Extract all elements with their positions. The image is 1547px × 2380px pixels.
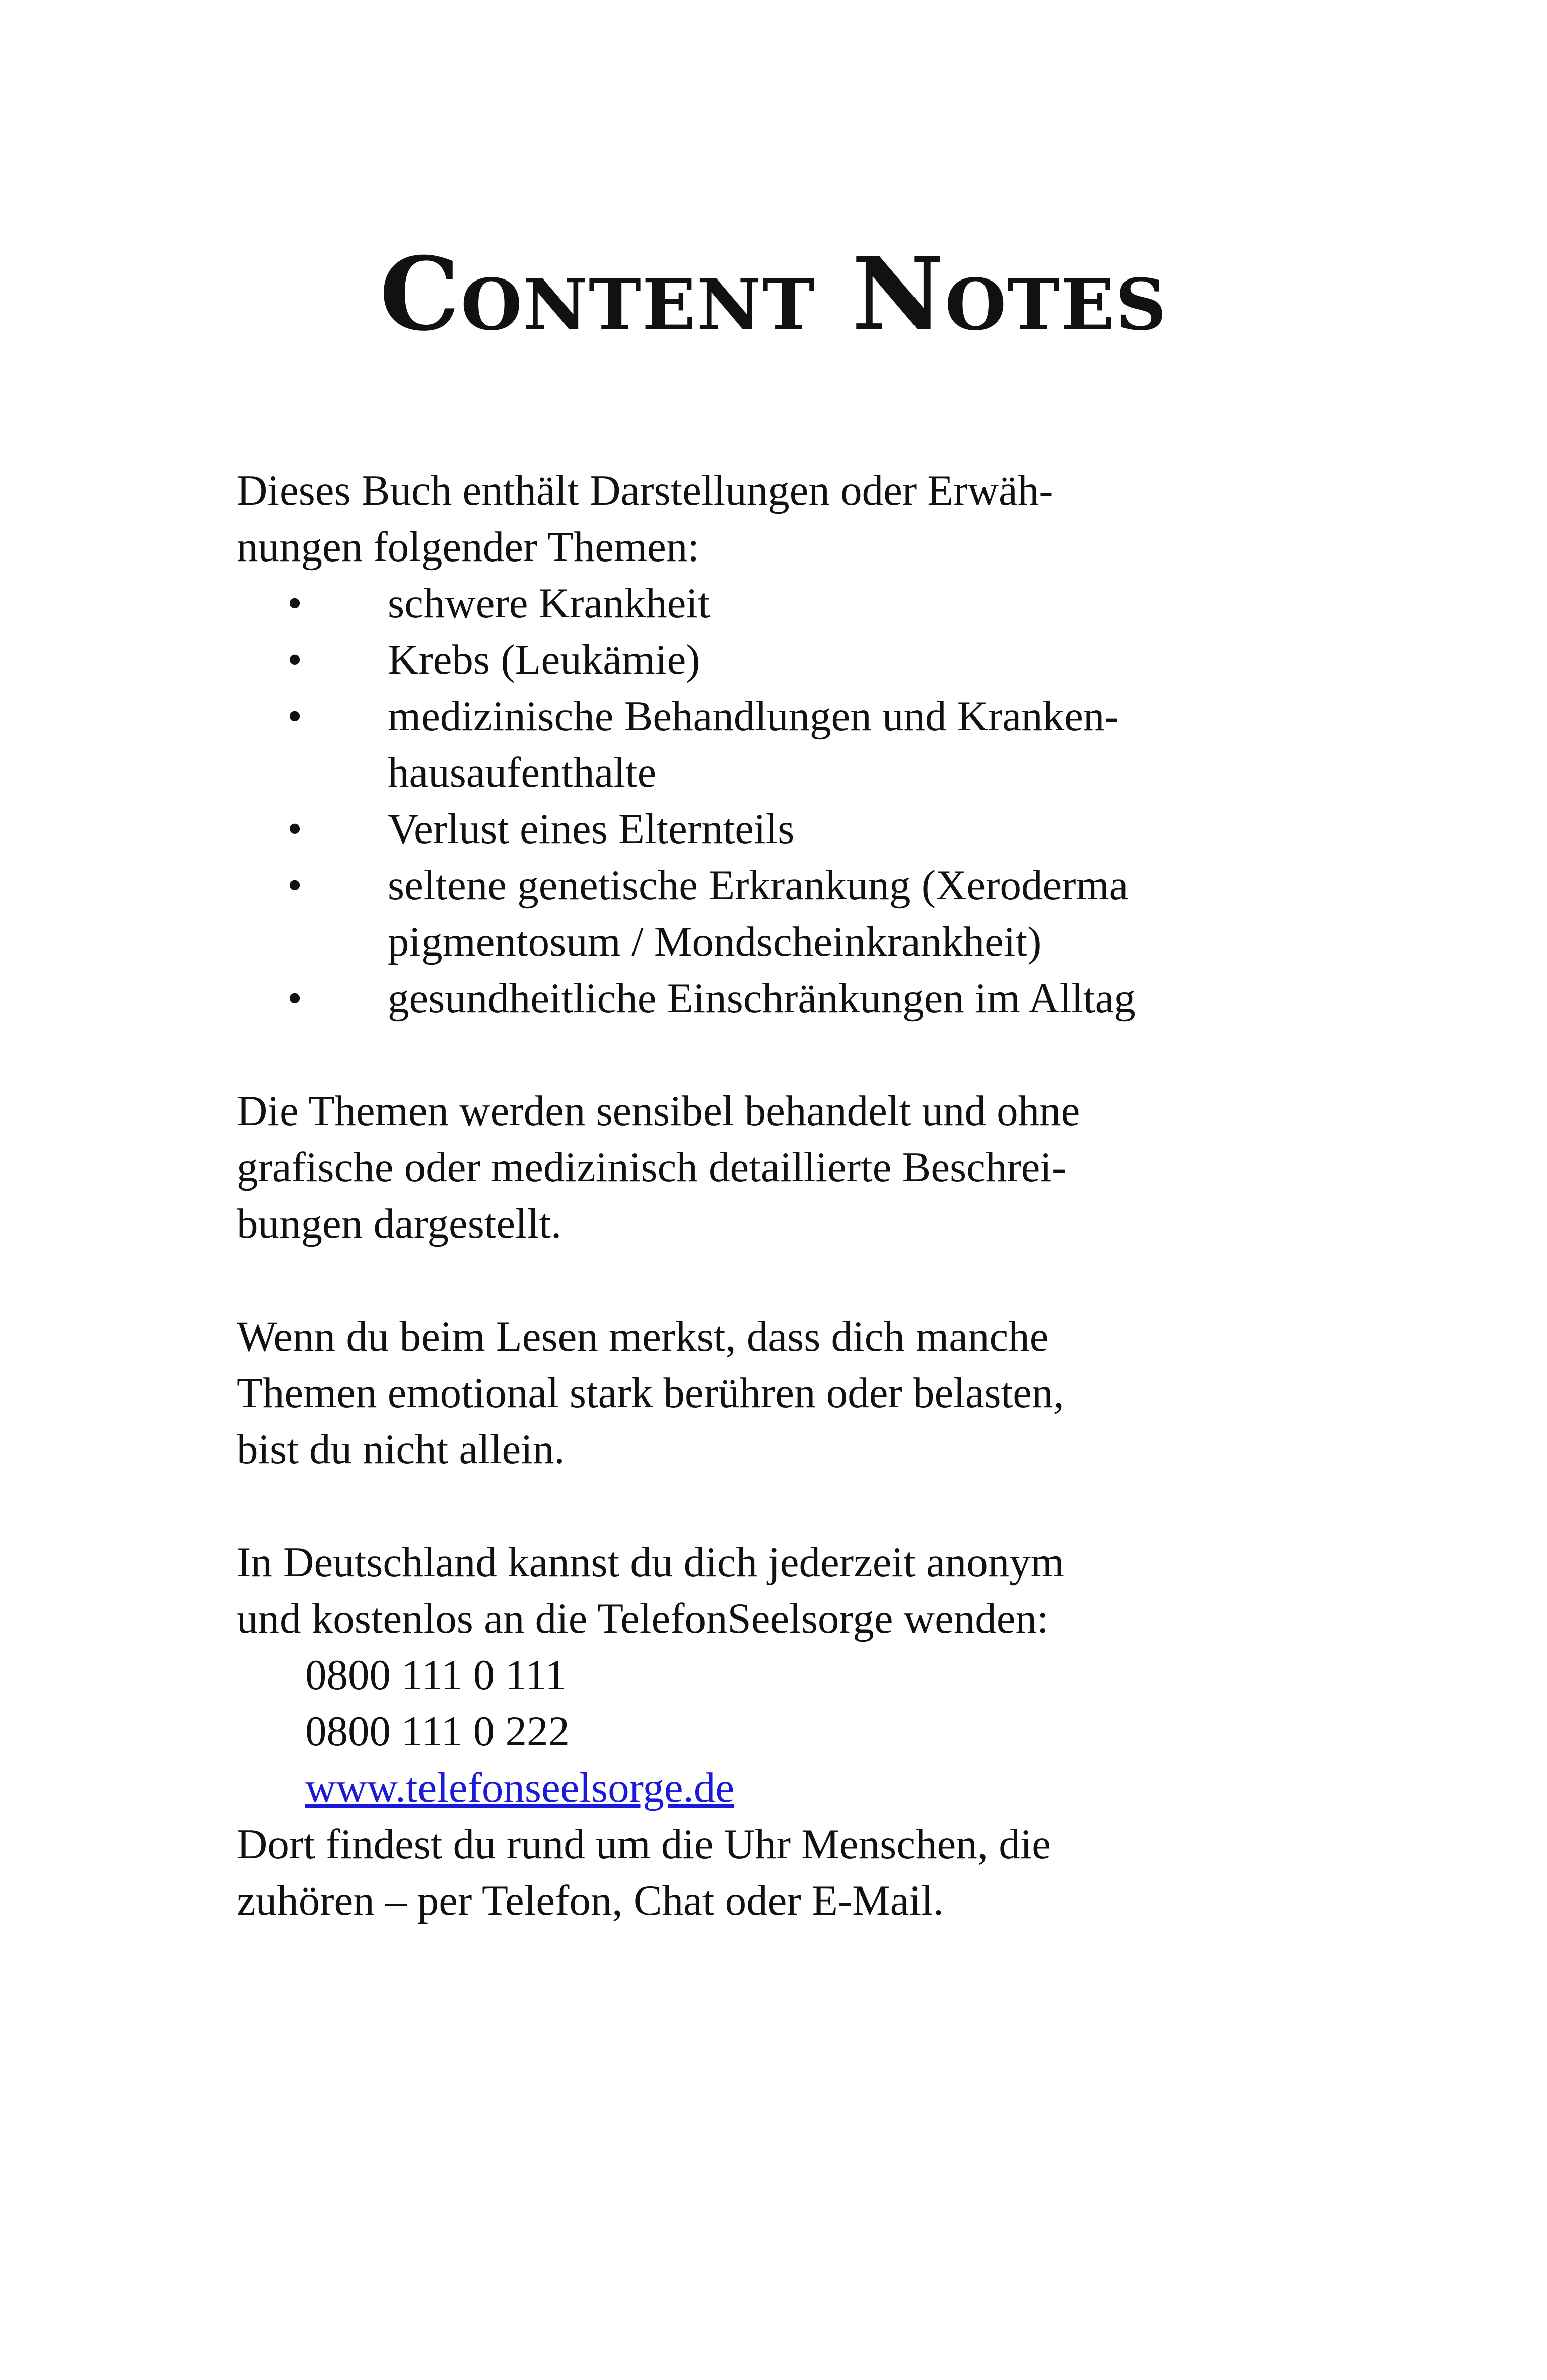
intro-paragraph bbox=[237, 462, 1314, 575]
helpline-contacts bbox=[237, 1647, 1314, 1816]
list-item-text: Krebs (Leukämie) bbox=[388, 636, 700, 683]
help-line-1: In Deutschland kannst du dich jederzeit anonym bbox=[237, 1538, 1064, 1586]
list-item bbox=[237, 632, 1314, 688]
emotional-line-1: Wenn du beim Lesen merkst, dass dich manche bbox=[237, 1313, 1049, 1360]
sensitivity-line-3: bungen dargestellt. bbox=[237, 1200, 562, 1247]
list-item-text: Verlust eines Elternteils bbox=[388, 805, 795, 853]
helpline-website-link[interactable]: www.telefonseelsorge.de bbox=[305, 1764, 735, 1811]
help-line-2: und kostenlos an die TelefonSeelsorge wenden: bbox=[237, 1595, 1049, 1642]
bullet-icon: • bbox=[287, 974, 302, 1022]
paragraph-spacer bbox=[237, 1026, 1314, 1083]
intro-line-1: Dieses Buch enthält Darstellungen oder Erwäh- bbox=[237, 467, 1053, 514]
help-paragraph bbox=[237, 1534, 1314, 1647]
intro-line-2: nungen folgender Themen: bbox=[237, 523, 699, 571]
bullet-icon: • bbox=[287, 862, 302, 909]
sensitivity-line-1: Die Themen werden sensibel behandelt und ohne bbox=[237, 1087, 1080, 1135]
list-item bbox=[237, 688, 1314, 801]
closing-line-2: zuhören – per Telefon, Chat oder E-Mail. bbox=[237, 1877, 944, 1924]
list-item-text-continued: pigmentosum / Mondscheinkrankheit) bbox=[388, 918, 1042, 965]
themes-list bbox=[237, 575, 1314, 1026]
list-item bbox=[237, 575, 1314, 632]
list-item-text-continued: hausaufenthalte bbox=[388, 749, 657, 796]
list-item-text: medizinische Behandlungen und Kranken- bbox=[388, 692, 1119, 740]
closing-paragraph bbox=[237, 1816, 1314, 1929]
list-item bbox=[237, 970, 1314, 1026]
list-item bbox=[237, 801, 1314, 857]
page-title: Content Notes bbox=[379, 235, 1168, 354]
emotional-line-2: Themen emotional stark berühren oder belasten, bbox=[237, 1369, 1064, 1417]
sensitivity-line-2: grafische oder medizinisch detaillierte Beschrei- bbox=[237, 1144, 1067, 1191]
sensitivity-paragraph bbox=[237, 1083, 1314, 1252]
bullet-icon: • bbox=[287, 580, 302, 627]
bullet-icon: • bbox=[287, 805, 302, 853]
list-item-text: seltene genetische Erkrankung (Xeroderma bbox=[388, 862, 1129, 909]
helpline-phone-2[interactable]: 0800 111 0 222 bbox=[305, 1708, 570, 1755]
paragraph-spacer bbox=[237, 1478, 1314, 1534]
bullet-icon: • bbox=[287, 636, 302, 683]
list-item-text: schwere Krankheit bbox=[388, 580, 710, 627]
bullet-icon: • bbox=[287, 692, 302, 740]
list-item bbox=[237, 857, 1314, 970]
content-body bbox=[237, 462, 1314, 1929]
emotional-paragraph bbox=[237, 1308, 1314, 1478]
paragraph-spacer bbox=[237, 1252, 1314, 1308]
closing-line-1: Dort findest du rund um die Uhr Menschen, die bbox=[237, 1821, 1051, 1868]
list-item-text: gesundheitliche Einschränkungen im Alltag bbox=[388, 974, 1136, 1022]
emotional-line-3: bist du nicht allein. bbox=[237, 1426, 565, 1473]
helpline-phone-1[interactable]: 0800 111 0 111 bbox=[305, 1651, 567, 1699]
